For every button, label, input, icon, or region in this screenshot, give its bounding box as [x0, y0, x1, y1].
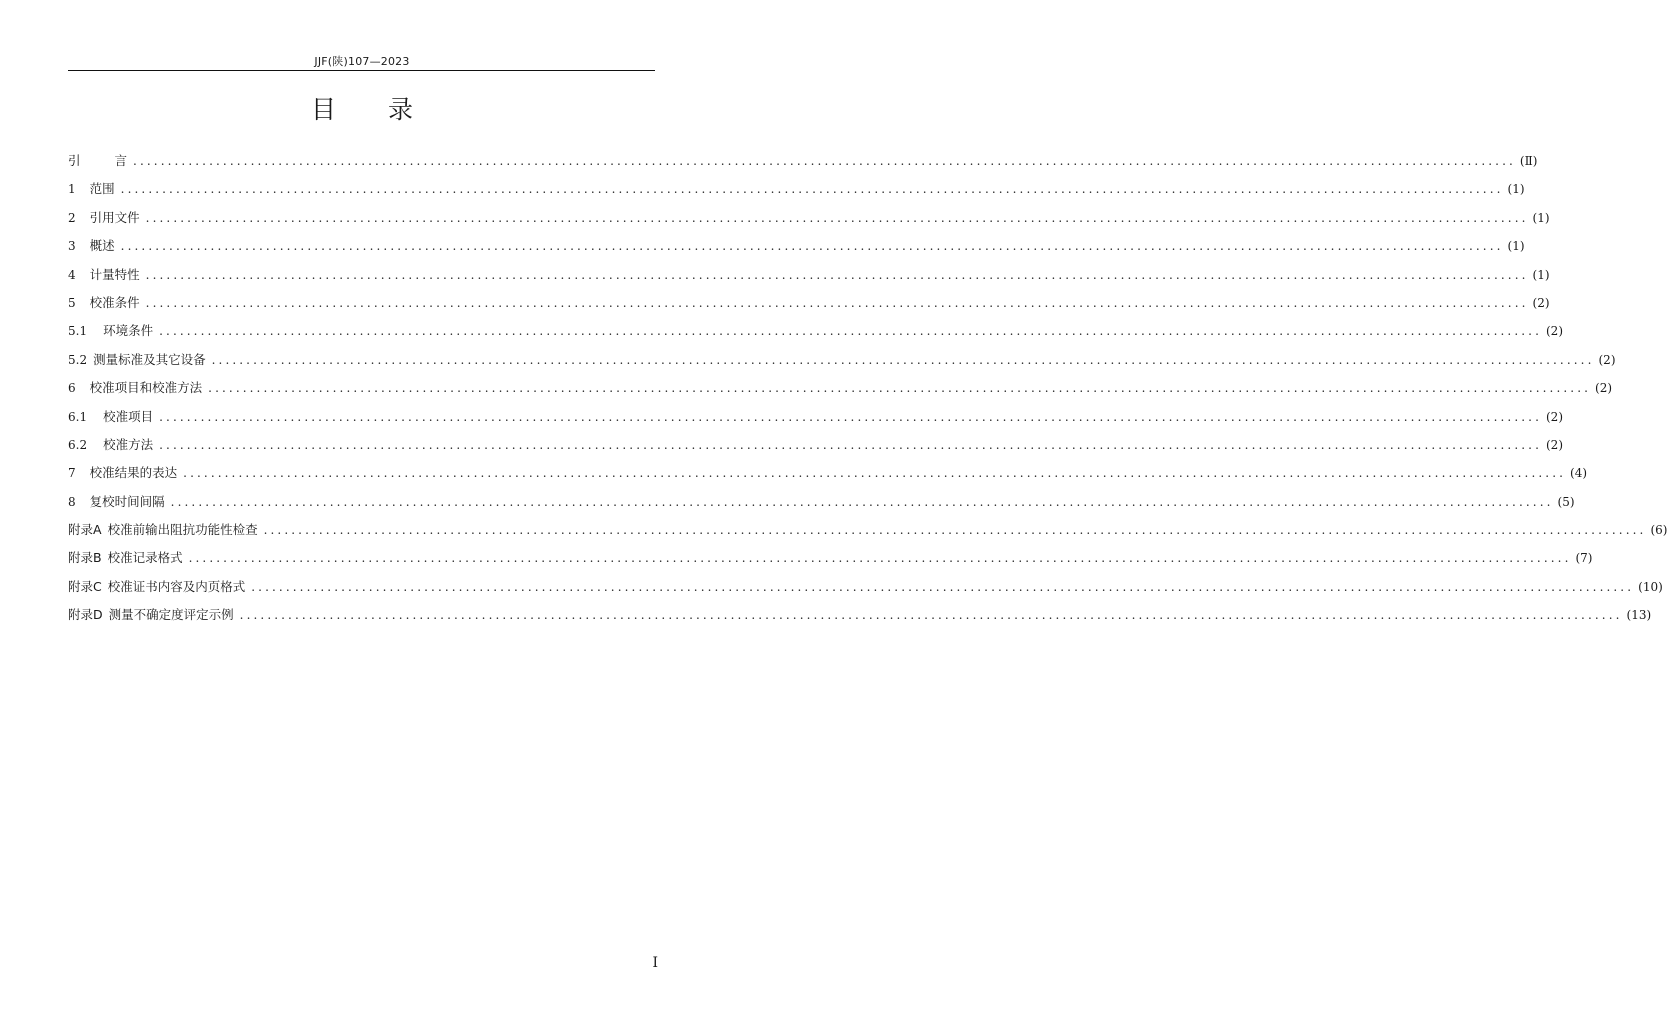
toc-entry-label: 言: [114, 153, 128, 168]
toc-entry-number: 6.1: [68, 409, 88, 424]
toc-entry-label: 环境条件: [103, 323, 154, 339]
toc-entry-page: (7): [1575, 551, 1593, 566]
toc-entry[interactable]: [68, 346, 1616, 374]
toc-entry[interactable]: [68, 232, 1525, 260]
toc-entry-number: 5: [68, 295, 76, 310]
toc-leader-dots: ........................................................................................................................................................................................................: [208, 381, 1592, 396]
toc-entry[interactable]: [68, 261, 1550, 289]
toc-entry-page: (1): [1507, 182, 1525, 197]
toc-entry[interactable]: [68, 516, 1667, 544]
toc-entry-label: 校准记录格式: [107, 550, 183, 566]
toc-entry-number: 附录A: [68, 522, 102, 538]
toc-entry-page: (1): [1532, 267, 1550, 282]
toc-entry-number: 6.2: [68, 437, 88, 452]
toc-leader-dots: ........................................................................................................................................................................................................: [133, 154, 1516, 168]
toc-leader-dots: ........................................................................................................................................................................................................: [145, 295, 1529, 310]
toc-entry-page: (10): [1638, 579, 1663, 594]
toc-entry-page: (2): [1598, 352, 1616, 367]
toc-entry-page: (6): [1650, 523, 1667, 538]
toc-leader-dots: ........................................................................................................................................................................................................: [211, 352, 1595, 367]
toc-entry-page: (2): [1595, 381, 1613, 396]
toc-entry[interactable]: [68, 488, 1575, 516]
toc-leader-dots: ........................................................................................................................................................................................................: [183, 466, 1567, 481]
toc-entry-number: 1: [68, 182, 76, 197]
toc-entry-number: 附录D: [68, 607, 103, 623]
toc-entry-number: 2: [68, 210, 76, 225]
toc-entry-label: 校准证书内容及内页格式: [107, 578, 246, 594]
page-title-char-1: 目: [310, 95, 336, 124]
toc-entry-number: 4: [68, 267, 76, 282]
toc-entry-label: 校准项目: [103, 408, 154, 424]
toc-leader-dots: ........................................................................................................................................................................................................: [120, 182, 1504, 197]
toc-entry-page: (2): [1546, 409, 1563, 424]
toc-entry-label: 测量不确定度评定示例: [108, 607, 234, 623]
toc-entry[interactable]: [68, 573, 1663, 601]
toc-entry[interactable]: [68, 317, 1563, 345]
toc-entry-page: (2): [1546, 324, 1563, 339]
toc-entry[interactable]: [68, 374, 1613, 402]
toc-entry-page: (1): [1507, 239, 1525, 254]
toc-entry[interactable]: [68, 175, 1525, 203]
toc-entry-label: 校准方法: [103, 436, 154, 452]
toc-entry-label: 校准条件: [89, 294, 140, 310]
toc-entry[interactable]: [68, 403, 1563, 431]
toc-entry[interactable]: [68, 147, 1538, 175]
toc-entry-label: 引用文件: [89, 209, 140, 225]
table-of-contents: [68, 147, 1667, 630]
toc-entry-label: 范围: [89, 181, 115, 197]
toc-entry-number: 附录B: [68, 550, 102, 566]
toc-entry-number: 7: [68, 466, 76, 481]
toc-leader-dots: ........................................................................................................................................................................................................: [145, 210, 1529, 225]
toc-leader-dots: ........................................................................................................................................................................................................: [159, 324, 1542, 339]
toc-leader-dots: ........................................................................................................................................................................................................: [170, 494, 1554, 509]
toc-leader-dots: ........................................................................................................................................................................................................: [263, 523, 1647, 538]
toc-leader-dots: ........................................................................................................................................................................................................: [188, 551, 1572, 566]
page-title: [0, 90, 724, 126]
toc-entry-label: 校准项目和校准方法: [89, 380, 203, 396]
toc-entry-number: 5.1: [68, 324, 88, 339]
toc-leader-dots: ........................................................................................................................................................................................................: [239, 608, 1623, 623]
toc-entry-label: 计量特性: [89, 266, 140, 282]
toc-leader-dots: ........................................................................................................................................................................................................: [145, 267, 1529, 282]
toc-entry-label: 复校时间间隔: [89, 493, 165, 509]
toc-entry-page: (2): [1546, 437, 1563, 452]
toc-entry-page: (13): [1626, 608, 1652, 623]
toc-entry-label: 校准结果的表达: [89, 465, 178, 481]
toc-entry[interactable]: [68, 289, 1550, 317]
toc-entry-page: (1): [1532, 210, 1550, 225]
toc-entry-page: (5): [1557, 494, 1575, 509]
toc-entry[interactable]: [68, 204, 1550, 232]
toc-entry-number: 6: [68, 381, 76, 396]
toc-entry-label: 校准前输出阻抗功能性检查: [107, 522, 258, 538]
toc-entry-number: 附录C: [68, 578, 102, 594]
toc-entry-number: 8: [68, 494, 76, 509]
toc-leader-dots: ........................................................................................................................................................................................................: [120, 239, 1504, 254]
toc-entry-number: 5.2: [68, 352, 88, 367]
toc-entry-number: 3: [68, 239, 76, 254]
header-rule: [68, 70, 655, 71]
toc-entry-page: (4): [1570, 466, 1588, 481]
toc-leader-dots: ........................................................................................................................................................................................................: [159, 437, 1542, 452]
toc-entry[interactable]: [68, 544, 1593, 572]
toc-entry[interactable]: [68, 459, 1588, 487]
page-title-char-2: 录: [388, 95, 414, 124]
toc-entry-page: (Ⅱ): [1519, 154, 1538, 168]
page-number: I: [652, 955, 658, 971]
toc-leader-dots: ........................................................................................................................................................................................................: [159, 409, 1542, 424]
toc-entry-number: 引: [68, 153, 81, 168]
document-code-header: JJF(陕)107—2023: [314, 55, 410, 68]
toc-entry-page: (2): [1532, 295, 1550, 310]
toc-entry-label: 测量标准及其它设备: [93, 351, 206, 367]
toc-entry-label: 概述: [89, 238, 115, 254]
toc-entry[interactable]: [68, 601, 1652, 629]
toc-leader-dots: ........................................................................................................................................................................................................: [251, 579, 1635, 594]
toc-entry[interactable]: [68, 431, 1563, 459]
